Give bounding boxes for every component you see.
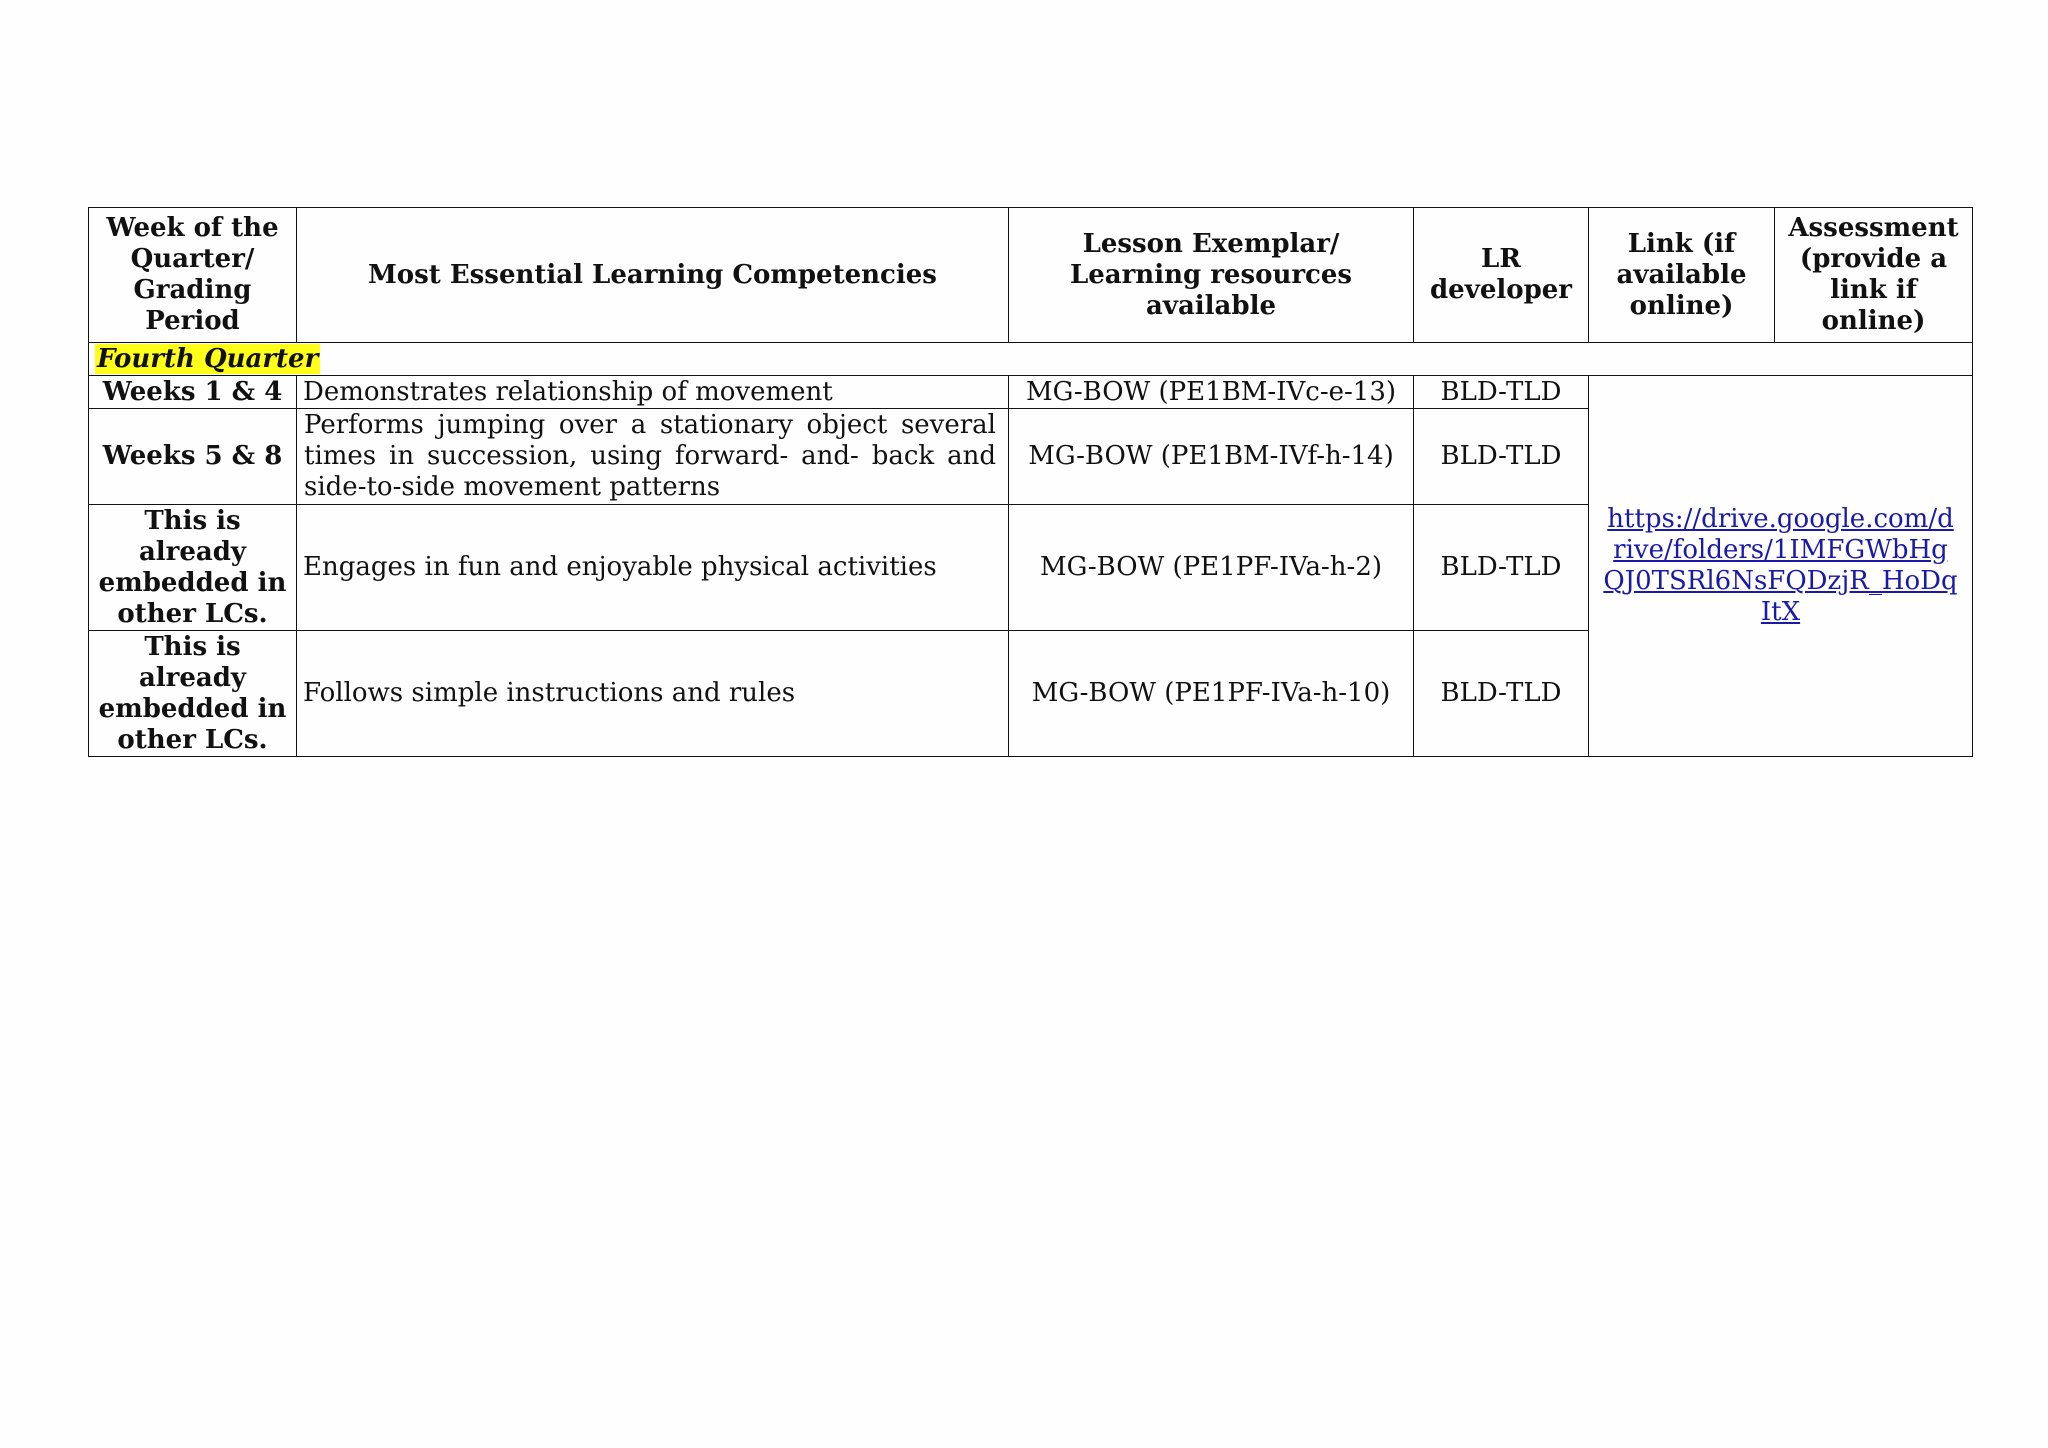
week-cell: This is already embedded in other LCs.: [89, 505, 297, 631]
header-week: Week of the Quarter/ Grading Period: [89, 208, 297, 343]
developer-cell: BLD-TLD: [1414, 631, 1589, 757]
quarter-cell: [89, 343, 1973, 376]
quarter-row: [89, 343, 1973, 376]
lesson-cell: MG-BOW (PE1BM-IVf-h-14): [1009, 409, 1414, 505]
competency-cell: Performs jumping over a stationary object several times in succession, using forward- and- back and side-to-side movement patterns: [297, 409, 1009, 505]
link-cell: [1589, 376, 1973, 757]
quarter-label: Fourth Quarter: [97, 343, 319, 374]
header-link: Link (if available online): [1589, 208, 1775, 343]
lesson-cell: MG-BOW (PE1BM-IVc-e-13): [1009, 376, 1414, 409]
table-header-row: [89, 208, 1973, 343]
week-cell: Weeks 5 & 8: [89, 409, 297, 505]
week-cell: Weeks 1 & 4: [89, 376, 297, 409]
header-developer: LR developer: [1414, 208, 1589, 343]
header-competencies: Most Essential Learning Competencies: [297, 208, 1009, 343]
developer-cell: BLD-TLD: [1414, 505, 1589, 631]
competency-cell: Demonstrates relationship of movement: [297, 376, 1009, 409]
drive-folder-link[interactable]: https://drive.google.com/drive/folders/1IMFGWbHgQJ0TSRl6NsFQDzjR_HoDqItX: [1603, 504, 1958, 627]
competency-cell: Engages in fun and enjoyable physical activities: [297, 505, 1009, 631]
lesson-cell: MG-BOW (PE1PF-IVa-h-2): [1009, 505, 1414, 631]
table-row: [89, 376, 1973, 409]
header-assessment: Assessment (provide a link if online): [1775, 208, 1973, 343]
developer-cell: BLD-TLD: [1414, 409, 1589, 505]
learning-competencies-table: [88, 207, 1973, 757]
developer-cell: BLD-TLD: [1414, 376, 1589, 409]
competency-cell: Follows simple instructions and rules: [297, 631, 1009, 757]
lesson-cell: MG-BOW (PE1PF-IVa-h-10): [1009, 631, 1414, 757]
header-lesson: Lesson Exemplar/ Learning resources available: [1009, 208, 1414, 343]
week-cell: This is already embedded in other LCs.: [89, 631, 297, 757]
